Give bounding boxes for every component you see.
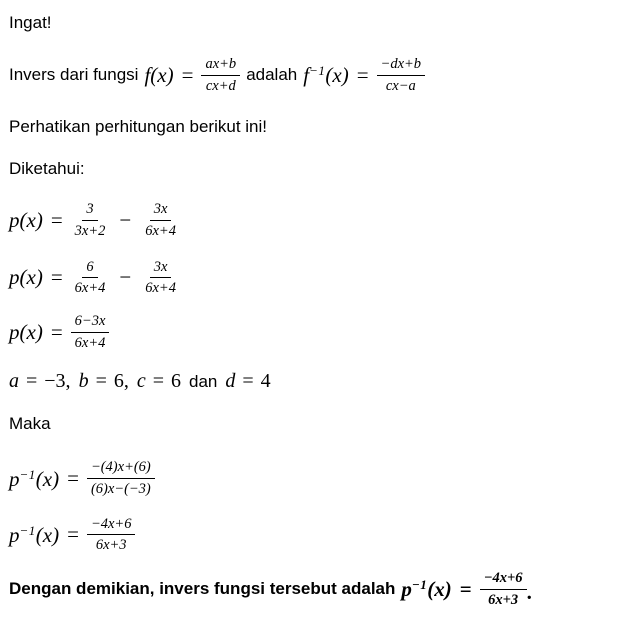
fraction	[141, 201, 180, 239]
conjunction-dan: dan	[189, 372, 218, 392]
p-inverse-base: p	[9, 522, 20, 547]
p-inverse-function	[401, 578, 451, 600]
inverse-superscript: −1	[19, 522, 36, 538]
conclusion-line	[9, 570, 621, 608]
fraction	[71, 259, 110, 297]
f-inverse-args: (x)	[325, 63, 349, 88]
minus-operator: −	[119, 208, 132, 233]
numerator: ax+b	[201, 56, 240, 76]
equals-sign: =	[95, 370, 107, 393]
p-inverse-args: (x)	[35, 466, 60, 491]
equals-sign: =	[152, 370, 165, 393]
equals-sign: =	[50, 265, 63, 290]
inverse-formula-line	[9, 56, 621, 94]
numerator: −4x+6	[87, 516, 136, 536]
f-function: f(x)	[144, 62, 174, 87]
fraction-f	[201, 56, 240, 94]
equals-sign: =	[356, 62, 369, 87]
denominator: cx+d	[205, 77, 236, 94]
equals-sign: =	[181, 62, 194, 87]
p-step-2	[9, 259, 621, 297]
constants-line	[9, 370, 621, 393]
p-inverse-function	[9, 524, 59, 546]
denominator: 6x+4	[145, 223, 176, 240]
var-d: d	[225, 370, 236, 393]
inverse-superscript: −1	[309, 63, 326, 79]
numerator: 6	[82, 259, 97, 279]
p-function: p(x)	[9, 265, 43, 290]
equals-sign: =	[242, 370, 254, 393]
attention-line: Perhatikan perhitungan berikut ini!	[9, 117, 267, 137]
numerator: 3	[82, 201, 97, 221]
var-c: c	[136, 370, 146, 393]
numerator: 6−3x	[71, 313, 110, 333]
numerator: 3x	[150, 259, 172, 279]
var-a: a	[9, 370, 19, 393]
numerator: −dx+b	[377, 56, 426, 76]
denominator: 6x+4	[74, 280, 106, 297]
p-inverse-base: p	[9, 466, 20, 491]
equals-sign: =	[26, 370, 38, 393]
inverse-superscript: −1	[411, 577, 428, 593]
equals-sign: =	[50, 208, 63, 233]
equals-sign: =	[50, 319, 63, 344]
then-label: Maka	[9, 414, 51, 434]
f-inverse-base: f	[303, 63, 310, 88]
f-inverse-function	[303, 64, 348, 86]
p-inverse-args: (x)	[35, 522, 60, 547]
p-inverse-function	[9, 468, 59, 490]
fraction	[71, 313, 110, 351]
fraction	[71, 201, 110, 239]
equals-sign: =	[67, 522, 79, 547]
sentence-period: .	[526, 580, 532, 605]
equals-sign: =	[67, 466, 79, 491]
fraction	[87, 516, 136, 554]
fraction	[87, 459, 155, 497]
intro-text: Invers dari fungsi	[9, 65, 139, 85]
adalah-text: adalah	[246, 65, 298, 85]
p-inverse-base: p	[401, 577, 412, 602]
p-step-3	[9, 313, 621, 351]
denominator: 6x+3	[488, 591, 519, 608]
given-label: Diketahui:	[9, 159, 85, 179]
minus-operator: −	[119, 265, 132, 290]
denominator: 6x+4	[74, 334, 106, 351]
p-inverse-args: (x)	[427, 577, 452, 602]
denominator: 3x+2	[74, 223, 106, 240]
conclusion-text: Dengan demikian, invers fungsi tersebut adalah	[9, 579, 396, 599]
p-inverse-step-2	[9, 516, 621, 554]
value-b: 6,	[113, 370, 129, 393]
p-inverse-step-1	[9, 459, 621, 497]
denominator: cx−a	[385, 77, 416, 94]
fraction	[141, 259, 180, 297]
value-d: 4	[260, 370, 271, 393]
numerator: −4x+6	[480, 570, 527, 590]
equals-sign: =	[459, 576, 472, 601]
p-step-1	[9, 201, 621, 239]
var-b: b	[78, 370, 89, 393]
recall-heading: Ingat!	[9, 13, 52, 32]
fraction-f-inverse	[377, 56, 426, 94]
fraction	[480, 570, 527, 608]
value-a: −3,	[44, 370, 71, 393]
value-c: 6	[171, 370, 182, 393]
p-function: p(x)	[9, 319, 43, 344]
denominator: (6)x−(−3)	[90, 481, 151, 498]
numerator: −(4)x+(6)	[87, 459, 155, 479]
inverse-superscript: −1	[19, 466, 36, 482]
denominator: 6x+3	[95, 537, 127, 554]
numerator: 3x	[150, 201, 172, 221]
denominator: 6x+4	[145, 280, 176, 297]
p-function: p(x)	[9, 208, 43, 233]
